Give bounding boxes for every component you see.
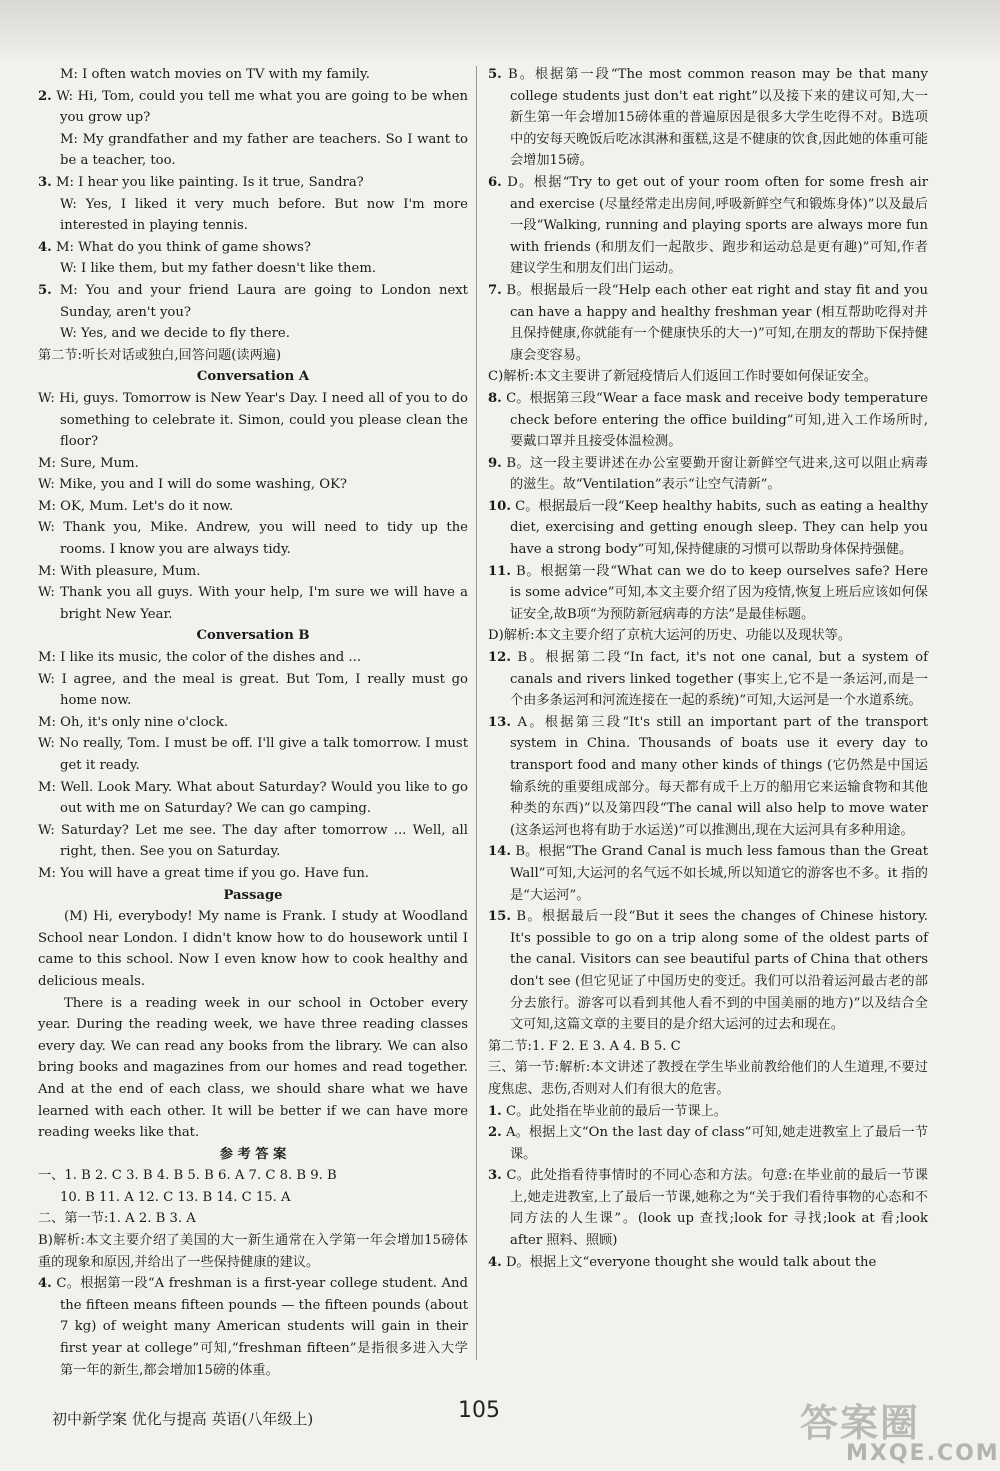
text-line: [488, 1036, 928, 1058]
text-line: [38, 993, 468, 1144]
scan-top-edge: [0, 0, 1000, 58]
item-text: B。根据最后一段“But it sees the changes of Chinese history. It's possible to go on a trip along some of the oldest parts of the canal. Visitors can see beautiful parts of China that others don't see (但它见证了中国历史的变迁。我们可以沿着运河最古老的部分去旅行。游客可以看到其他人看不到的中国美丽的地方)”以及结合全文可知,这篇文章的主要目的是介绍大运河的过去和现在。: [510, 909, 928, 1033]
item-text: B。根据第一段“What can we do to keep ourselves safe? Here is some advice”可知,本文主要介绍了因为疫情,恢复上班后应该如何保证安全,故B项“为预防新冠病毒的方法”是最佳标题。: [510, 563, 928, 622]
item-text: B。根据最后一段“Help each other eat right and stay fit and you can have a happy and healthy freshman year (相互帮助吃得对并且保持健康,你就能有一个健康快乐的大一)”可知,在朋友的帮助下保持健康会变容易。: [501, 282, 928, 363]
item-text: B。根据第一段“The most common reason may be that many college students just don't eat right”以及接下来的建议可知,大一新生第一年会增加15磅体重的普遍原因是很多大学生吃得不对。B选项中的安每天晚饭后吃冰淇淋和蛋糕,这是不健康的饮食,因此她的体重可能会增加15磅。: [501, 67, 928, 169]
text-line: [38, 258, 468, 280]
text-line: [488, 561, 928, 626]
item-number: 4.: [38, 1276, 52, 1292]
text-line: [38, 1144, 468, 1166]
text-line: [488, 1101, 928, 1123]
text-line: [38, 1187, 468, 1209]
item-number: 3.: [488, 1168, 502, 1184]
text-line: [38, 237, 468, 259]
text-line: [488, 1252, 928, 1274]
item-number: 2.: [488, 1125, 502, 1141]
item-text: A。根据第三段“It's still an important part of the transport system in China. Thousands of boats use it every day to transport food and many other kinds of things (它仍然是中国运输系统的重要组成部分。每天都有成千上万的船用它来运输食物和其他种类的东西)”以及第四段“The canal will also help to move water (这条运河也将有助于水运送)”可以推测出,现在大运河具有多种用途。: [510, 714, 928, 838]
text-line: [38, 86, 468, 129]
item-text: B。根据“The Grand Canal is much less famous than the Great Wall”可知,大运河的名气远不如长城,所以知道它的游客也不多。it 指的是“大运河”。: [510, 844, 928, 903]
item-number: 4.: [38, 239, 52, 255]
item-number: 5.: [38, 282, 52, 298]
text-line: [38, 388, 468, 453]
text-line: [38, 561, 468, 583]
item-text: W: No really, Tom. I must be off. I'll give a talk tomorrow. I must get it ready.: [38, 736, 468, 773]
item-text: M: Sure, Mum.: [38, 455, 139, 471]
item-text: 三、第一节:解析:本文讲述了教授在学生毕业前教给他们的人生道理,不要过度焦虑、悲伤,否则对人们有很大的危害。: [488, 1060, 928, 1097]
text-line: [38, 820, 468, 863]
item-text: 参 考 答 案: [219, 1146, 287, 1162]
item-text: D。根据“Try to get out of your room often for some fresh air and exercise (尽量经常走出房间,呼吸新鲜空气和锻炼身体)”以及最后一段“Walking, running and playing sports are always more fun with friends (和朋友们一起散步、跑步和运动总是更有趣)”可知,作者建议学生和朋友们出门运动。: [501, 174, 928, 277]
item-text: B。这一段主要讲述在办公室要勤开窗让新鲜空气进来,这可以阻止病毒的滋生。故“Ventilation”表示“让空气清新”。: [501, 455, 928, 493]
text-line: [38, 194, 468, 237]
column-divider: [476, 66, 477, 1360]
text-line: [488, 1165, 928, 1251]
item-number: 9.: [488, 455, 502, 471]
text-line: [488, 496, 928, 561]
item-number: 15.: [488, 909, 511, 925]
item-text: C。根据最后一段“Keep healthy habits, such as eating a healthy diet, exercising and getting enough sleep. They can help you have a strong body”可知,保持健康的习惯可以帮助身体保持强健。: [510, 498, 928, 558]
text-line: [488, 1057, 928, 1100]
text-line: [488, 64, 928, 172]
text-line: [488, 453, 928, 496]
item-text: B)解析:本文主要介绍了美国的大一新生通常在入学第一年会增加15磅体重的现象和原因,并给出了一些保持健康的建议。: [38, 1233, 468, 1270]
watermark-logo-text: 答案圈: [800, 1401, 921, 1445]
text-line: [488, 712, 928, 842]
text-line: [38, 669, 468, 712]
text-line: [488, 906, 928, 1036]
item-text: Conversation B: [196, 628, 310, 644]
text-line: [38, 906, 468, 992]
watermark-url: MXQE.COM: [846, 1441, 1000, 1466]
item-number: 12.: [488, 650, 511, 666]
item-text: M: You and your friend Laura are going to London next Sunday, aren't you?: [51, 282, 468, 320]
item-text: C。根据第一段“A freshman is a first-year college student. And the fifteen means fifteen pounds — the fifteen pounds (about 7 kg) of weight many American students will gain in their first year at college”可知,“freshman fifteen”是指很多进入大学第一年的新生,都会增加15磅的体重。: [51, 1276, 468, 1378]
item-text: 10. B 11. A 12. C 13. B 14. C 15. A: [60, 1189, 291, 1205]
item-number: 7.: [488, 282, 502, 298]
item-text: W: I agree, and the meal is great. But Tom, I really must go home now.: [38, 671, 468, 709]
text-line: [488, 280, 928, 366]
text-line: [488, 841, 928, 906]
text-line: [38, 863, 468, 885]
text-line: [488, 172, 928, 280]
text-line: [488, 1122, 928, 1165]
item-number: 4.: [488, 1254, 502, 1270]
text-line: [38, 733, 468, 776]
page-number: 105: [458, 1398, 500, 1423]
item-number: 13.: [488, 714, 511, 730]
text-line: [38, 1273, 468, 1381]
item-text: C。此处指在毕业前的最后一节课上。: [501, 1103, 728, 1119]
text-line: [38, 64, 468, 86]
item-text: 第二节:听长对话或独白,回答问题(读两遍): [38, 347, 282, 363]
text-line: [38, 625, 468, 647]
text-line: [38, 517, 468, 560]
item-text: (M) Hi, everybody! My name is Frank. I study at Woodland School near London. I didn't know how to do housework until I came to this school. Now I even know how to cook healthy and delicious meals.: [38, 909, 468, 989]
text-line: [38, 323, 468, 345]
item-text: W: Hi, Tom, could you tell me what you are going to be when you grow up?: [51, 88, 468, 126]
item-text: 第二节:1. F 2. E 3. A 4. B 5. C: [488, 1038, 681, 1054]
item-text: M: Oh, it's only nine o'clock.: [38, 714, 229, 730]
text-line: [38, 453, 468, 475]
text-line: [488, 647, 928, 712]
item-text: W: I like them, but my father doesn't like them.: [60, 261, 377, 277]
text-line: [38, 172, 468, 194]
item-text: C)解析:本文主要讲了新冠疫情后人们返回工作时要如何保证安全。: [488, 369, 877, 385]
item-number: 11.: [488, 563, 511, 579]
item-text: W: Mike, you and I will do some washing, OK?: [38, 477, 348, 493]
item-text: W: Thank you, Mike. Andrew, you will need to tidy up the rooms. I know you are always tidy.: [38, 520, 468, 558]
item-text: M: I hear you like painting. Is it true, Sandra?: [51, 174, 364, 190]
item-text: Passage: [223, 887, 283, 903]
item-text: M: You will have a great time if you go. Have fun.: [38, 865, 369, 881]
text-line: [488, 625, 928, 647]
item-text: D)解析:本文主要介绍了京杭大运河的历史、功能以及现状等。: [488, 628, 852, 644]
item-number: 8.: [488, 390, 502, 406]
item-number: 5.: [488, 67, 502, 82]
item-text: M: I often watch movies on TV with my family.: [60, 67, 370, 82]
item-text: W: Thank you all guys. With your help, I'm sure we will have a bright New Year.: [38, 585, 468, 622]
text-line: [38, 1230, 468, 1273]
text-line: [38, 1208, 468, 1230]
text-line: [38, 647, 468, 669]
text-line: [38, 345, 468, 367]
item-number: 1.: [488, 1103, 502, 1119]
item-text: M: Well. Look Mary. What about Saturday? Would you like to go out with me on Saturday? We can go camping.: [38, 779, 468, 817]
text-line: [38, 129, 468, 172]
item-text: C。此处指看待事情时的不同心态和方法。句意:在毕业前的最后一节课上,她走进教室,上了最后一节课,她称之为“关于我们看待事物的心态和不同方法的人生课”。(look up 查找;look for 寻找;look at 看;look after 照料、照顾): [501, 1168, 928, 1249]
text-line: [38, 280, 468, 323]
item-text: D。根据上文“everyone thought she would talk about the: [501, 1254, 877, 1270]
item-number: 14.: [488, 844, 511, 860]
item-text: C。根据第三段“Wear a face mask and receive body temperature check before entering the office building”可知,进入工作场所时,要戴口罩并且接受体温检测。: [501, 390, 928, 450]
item-text: M: I like its music, the color of the dishes and ...: [38, 650, 362, 666]
item-number: 2.: [38, 88, 52, 104]
text-line: [38, 885, 468, 907]
item-text: W: Hi, guys. Tomorrow is New Year's Day. I need all of you to do something to celebrate it. Simon, could you please clean the floor?: [38, 390, 468, 450]
text-line: [38, 777, 468, 820]
item-text: W: Yes, I liked it very much before. But now I'm more interested in playing tennis.: [60, 196, 468, 234]
item-text: M: With pleasure, Mum.: [38, 563, 201, 579]
item-text: 二、第一节:1. A 2. B 3. A: [38, 1211, 196, 1227]
right-column: [488, 64, 928, 1273]
text-line: [38, 474, 468, 496]
text-line: [38, 496, 468, 518]
item-text: A。根据上文“On the last day of class”可知,她走进教室上了最后一节课。: [501, 1125, 928, 1162]
left-column: [38, 64, 468, 1381]
text-line: [38, 582, 468, 625]
item-number: 10.: [488, 498, 511, 514]
item-text: Conversation A: [196, 369, 310, 385]
site-watermark: [800, 1392, 1000, 1468]
item-number: 6.: [488, 174, 502, 190]
item-text: There is a reading week in our school in October every year. During the reading week, we have three reading classes every day. We can read any books from the library. We can also bring books and magazines from our homes and read together. And at the end of each class, we should share what we have learned with each other. It will be better if we can have more reading weeks like that.: [38, 995, 468, 1141]
text-line: [38, 1165, 468, 1187]
item-number: 3.: [38, 174, 52, 190]
item-text: B。根据第二段“In fact, it's not one canal, but a system of canals and rivers linked together (事实上,它不是一条运河,而是一个由多条运河和河流连接在一起的系统)”可知,大运河是一个水道系统。: [510, 650, 928, 709]
item-text: M: OK, Mum. Let's do it now.: [38, 498, 234, 514]
item-text: W: Saturday? Let me see. The day after tomorrow ... Well, all right, then. See you on Saturday.: [38, 822, 468, 860]
item-text: M: My grandfather and my father are teachers. So I want to be a teacher, too.: [60, 131, 468, 169]
text-line: [488, 388, 928, 453]
text-line: [488, 366, 928, 388]
text-line: [38, 366, 468, 388]
item-text: W: Yes, and we decide to fly there.: [60, 326, 290, 342]
item-text: 一、1. B 2. C 3. B 4. B 5. B 6. A 7. C 8. B 9. B: [38, 1168, 337, 1184]
text-line: [38, 712, 468, 734]
book-title: 初中新学案 优化与提高 英语(八年级上): [52, 1410, 314, 1428]
item-text: M: What do you think of game shows?: [51, 239, 311, 255]
